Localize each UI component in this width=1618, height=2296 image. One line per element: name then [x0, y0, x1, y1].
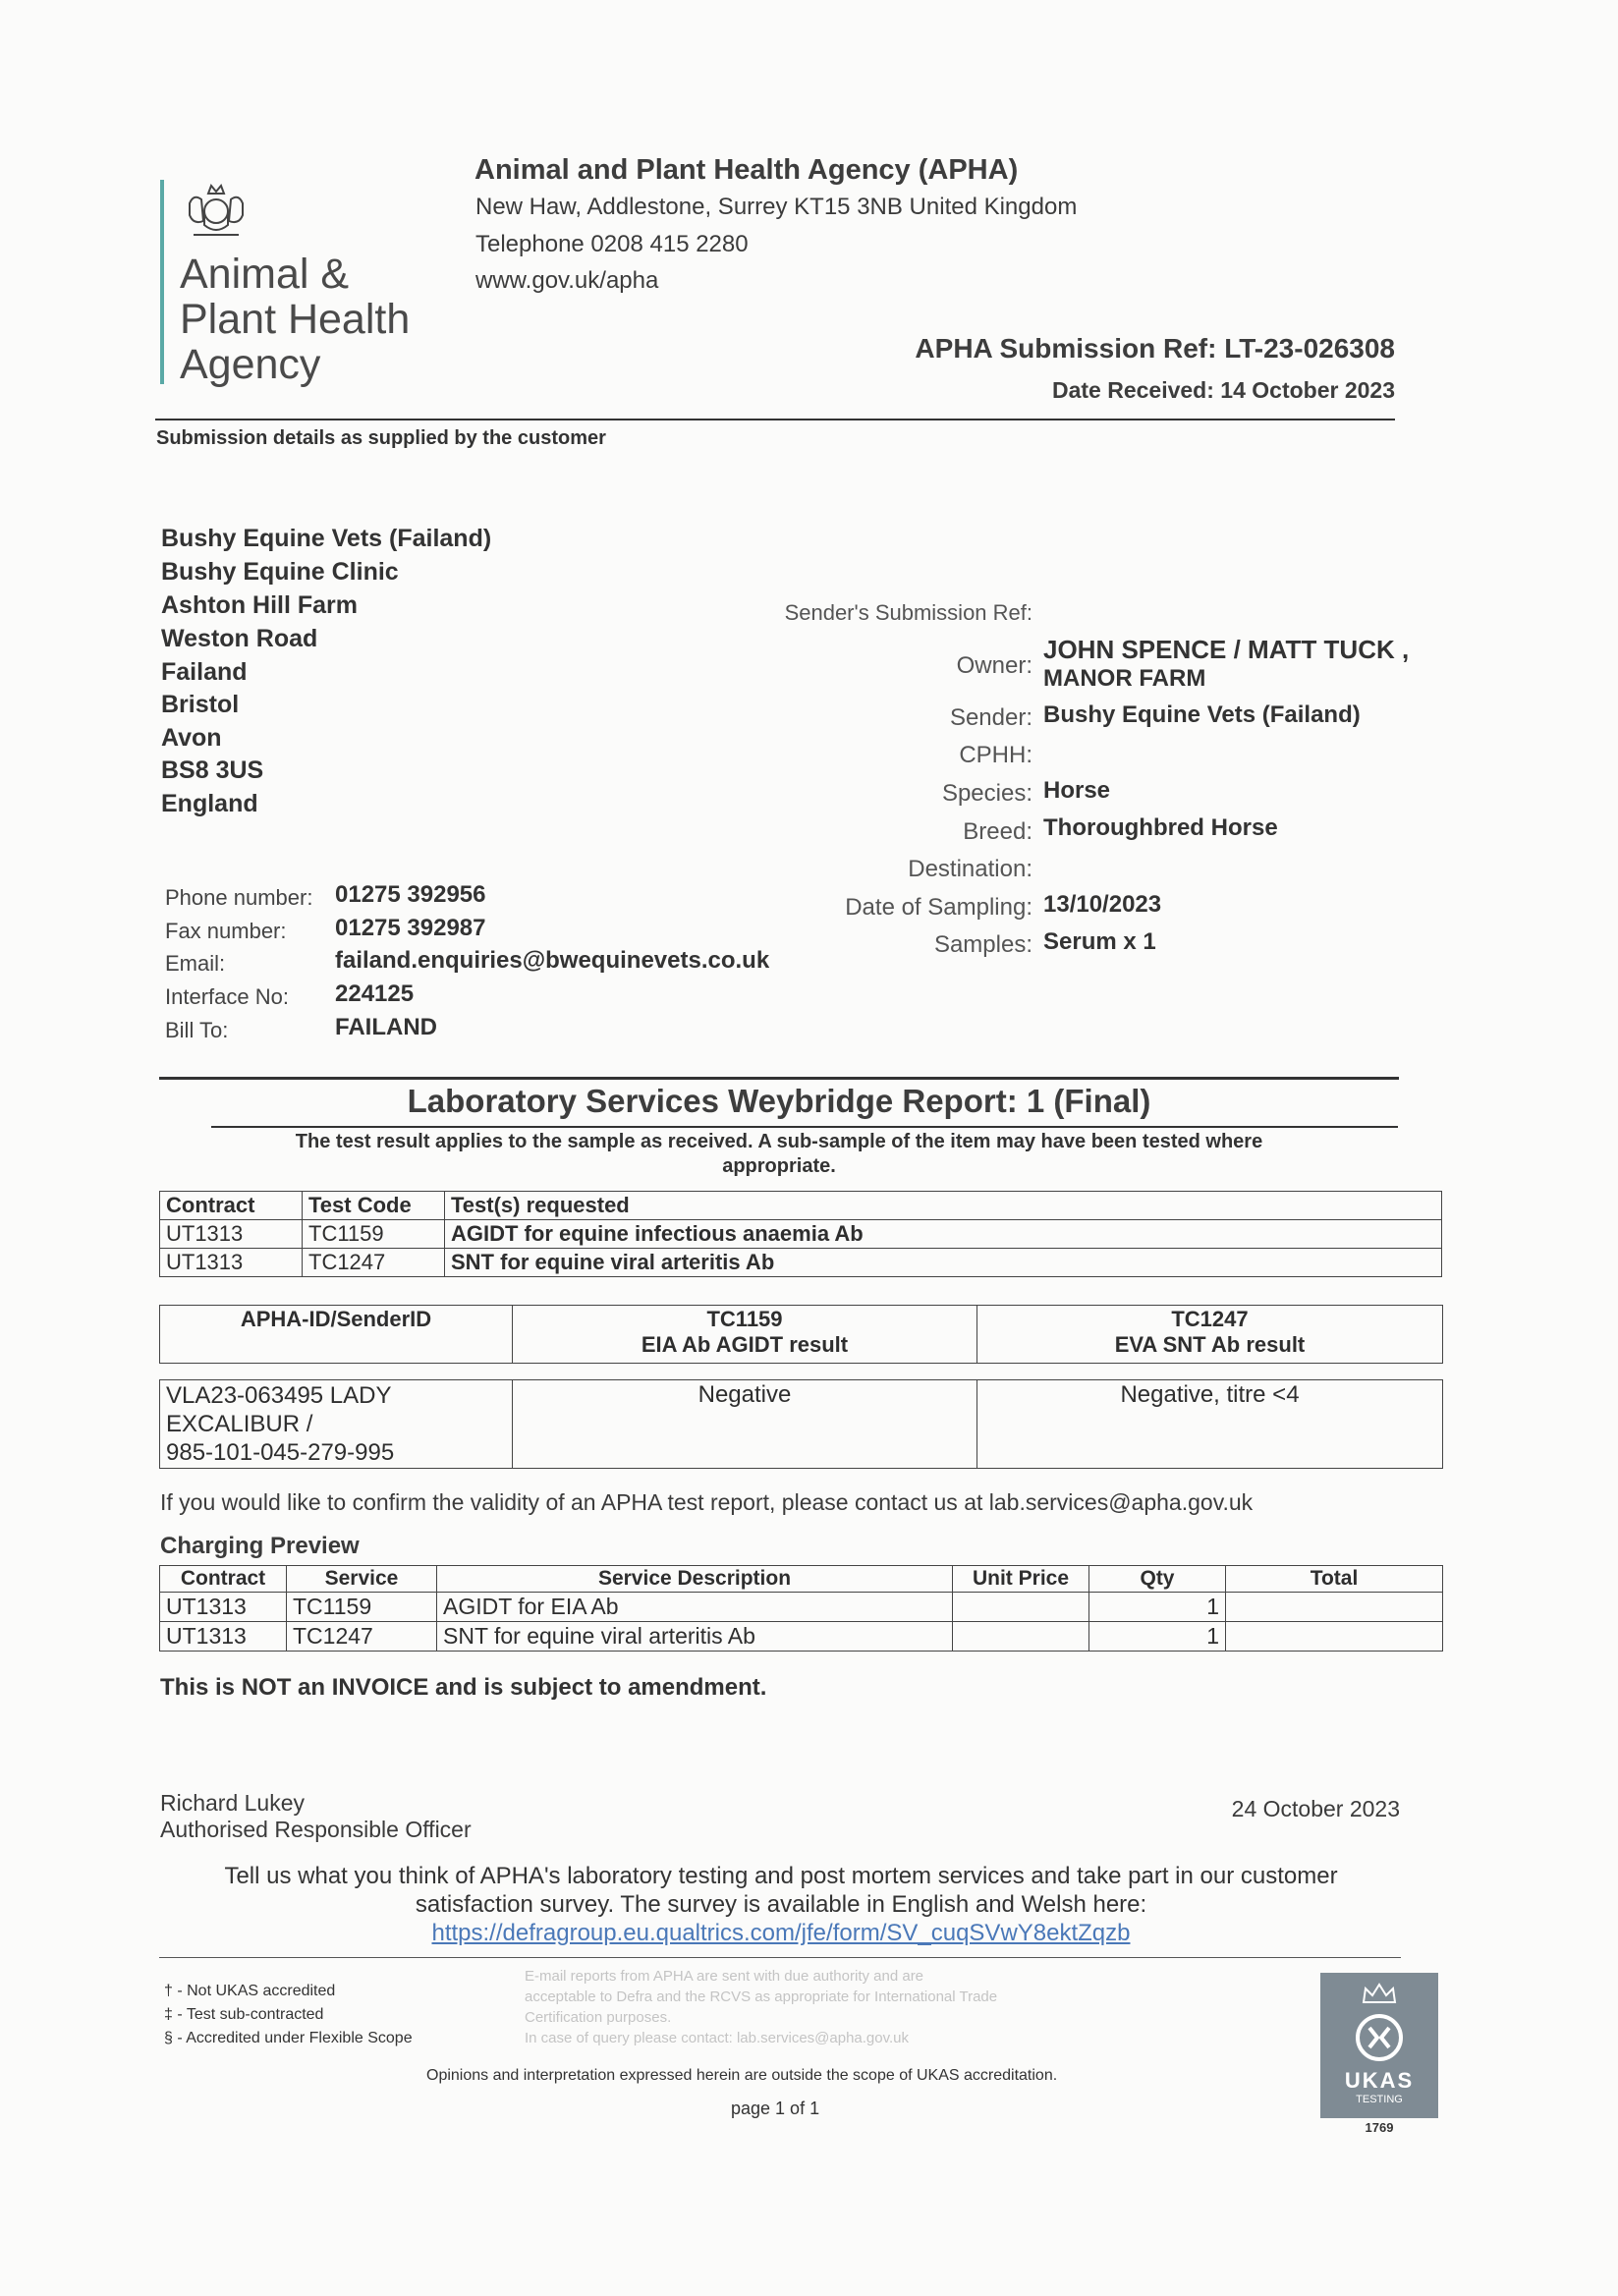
destination-label: Destination: — [908, 856, 1032, 882]
address-line: England — [161, 790, 258, 817]
column-header: Service — [287, 1566, 437, 1593]
table-row — [160, 1380, 1443, 1469]
species-value: Horse — [1043, 777, 1111, 804]
results-table — [159, 1379, 1443, 1469]
tests-table — [159, 1191, 1442, 1277]
table-row — [160, 1593, 1443, 1622]
table-cell: 1 — [1089, 1622, 1226, 1652]
column-header: Contract — [160, 1566, 287, 1593]
table-header-row — [160, 1306, 1443, 1364]
column-header — [977, 1306, 1443, 1364]
table-row — [160, 1622, 1443, 1652]
submission-ref: APHA Submission Ref: LT-23-026308 — [915, 333, 1395, 364]
invoice-disclaimer: This is NOT an INVOICE and is subject to amendment. — [160, 1674, 767, 1701]
faint-notice-line: acceptable to Defra and the RCVS as appropriate for International Trade — [525, 1988, 998, 2005]
faint-notice-line: Certification purposes. — [525, 2009, 672, 2026]
email-label: Email: — [165, 951, 226, 976]
column-header — [513, 1306, 977, 1364]
sender-value: Bushy Equine Vets (Failand) — [1043, 701, 1361, 728]
column-name: EIA Ab AGIDT result — [641, 1332, 849, 1357]
table-cell: SNT for equine viral arteritis Ab — [437, 1622, 953, 1652]
table-cell: TC1247 — [303, 1249, 445, 1277]
table-cell: UT1313 — [160, 1220, 303, 1249]
faint-notice-line: In case of query please contact: lab.services@apha.gov.uk — [525, 2030, 910, 2046]
address-line: Bristol — [161, 691, 240, 718]
samples-label: Samples: — [933, 931, 1032, 958]
cphh-label: CPHH: — [959, 742, 1032, 768]
report-top-rule — [159, 1077, 1399, 1080]
fax-value: 01275 392987 — [335, 915, 486, 941]
table-row — [160, 1220, 1442, 1249]
owner-value-line2: MANOR FARM — [1043, 665, 1206, 692]
table-cell: TC1159 — [287, 1593, 437, 1622]
section-label: Submission details as supplied by the customer — [156, 427, 606, 449]
table-cell: UT1313 — [160, 1249, 303, 1277]
column-header: Test(s) requested — [445, 1192, 1442, 1220]
ukas-sub-label: TESTING — [1356, 2094, 1403, 2105]
table-cell: SNT for equine viral arteritis Ab — [445, 1249, 1442, 1277]
survey-link[interactable]: https://defragroup.eu.qualtrics.com/jfe/form/SV_cuqSVwY8ektZqzb — [431, 1920, 1131, 1946]
officer-name: Richard Lukey — [160, 1790, 306, 1816]
column-header: Contract — [160, 1192, 303, 1220]
footer-divider — [159, 1957, 1401, 1958]
validity-note: If you would like to confirm the validity of an APHA test report, please contact us at lab.services@apha.gov.uk — [160, 1489, 1254, 1515]
charging-title: Charging Preview — [160, 1533, 360, 1559]
logo-text-line2: Plant Health — [180, 296, 411, 343]
date-received: Date Received: 14 October 2023 — [1051, 377, 1395, 403]
address-line: Failand — [161, 658, 248, 686]
survey-line1: Tell us what you think of APHA's laboratory testing and post mortem services and take part in our customer — [224, 1863, 1338, 1889]
faint-notice-line: E-mail reports from APHA are sent with due authority and are — [525, 1968, 924, 1985]
email-value[interactable]: failand.enquiries@bwequinevets.co.uk — [335, 947, 770, 974]
column-header: Total — [1226, 1566, 1443, 1593]
column-header: Service Description — [437, 1566, 953, 1593]
column-header: Unit Price — [953, 1566, 1089, 1593]
address-line: BS8 3US — [161, 756, 264, 784]
ukas-tick-icon — [1320, 2011, 1438, 2069]
sender-label: Sender: — [949, 704, 1032, 731]
address-line: Bushy Equine Vets (Failand) — [161, 525, 492, 552]
table-cell — [953, 1622, 1089, 1652]
footnote-key: † - Not UKAS accredited — [164, 1983, 336, 1999]
report-title: Laboratory Services Weybridge Report: 1 (Final) — [407, 1083, 1151, 1119]
survey-line2: satisfaction survey. The survey is available in English and Welsh here: — [415, 1891, 1147, 1918]
charging-table — [159, 1565, 1443, 1652]
column-name: EVA SNT Ab result — [1114, 1332, 1306, 1357]
footnote-key: § - Accredited under Flexible Scope — [164, 2030, 413, 2046]
royal-crest-icon — [180, 182, 252, 248]
eia-result-cell: Negative — [513, 1380, 977, 1469]
report-bottom-rule — [211, 1126, 1398, 1128]
animal-id-line: EXCALIBUR / — [166, 1411, 313, 1437]
agency-address: New Haw, Addlestone, Surrey KT15 3NB United Kingdom — [475, 194, 1078, 220]
interface-label: Interface No: — [165, 984, 289, 1009]
bill-to-label: Bill To: — [165, 1018, 229, 1042]
officer-role: Authorised Responsible Officer — [160, 1817, 472, 1842]
species-label: Species: — [941, 780, 1032, 807]
breed-value: Thoroughbred Horse — [1043, 814, 1278, 841]
table-cell: TC1159 — [303, 1220, 445, 1249]
interface-value: 224125 — [335, 980, 415, 1007]
agency-name: Animal and Plant Health Agency (APHA) — [474, 154, 1019, 186]
agency-website[interactable]: www.gov.uk/apha — [475, 267, 659, 294]
ukas-label: UKAS — [1344, 2068, 1415, 2093]
phone-value: 01275 392956 — [335, 881, 486, 908]
table-header-row — [160, 1566, 1443, 1593]
report-note-line1: The test result applies to the sample as received. A sub-sample of the item may have been tested where — [295, 1131, 1263, 1152]
sampling-date-value: 13/10/2023 — [1043, 891, 1162, 918]
table-cell: 1 — [1089, 1593, 1226, 1622]
animal-id-line: 985-101-045-279-995 — [166, 1439, 395, 1466]
ukas-scope-note: Opinions and interpretation expressed herein are outside the scope of UKAS accreditation. — [426, 2067, 1058, 2084]
phone-label: Phone number: — [165, 885, 313, 910]
column-header: Test Code — [303, 1192, 445, 1220]
report-note-line2: appropriate. — [722, 1155, 836, 1177]
results-header-table — [159, 1305, 1443, 1364]
breed-label: Breed: — [963, 818, 1032, 845]
column-header: APHA-ID/SenderID — [160, 1306, 513, 1364]
senders-ref-label: Sender's Submission Ref: — [784, 600, 1032, 625]
footnote-key: ‡ - Test sub-contracted — [164, 2006, 324, 2023]
header-divider — [155, 419, 1395, 420]
column-header: Qty — [1089, 1566, 1226, 1593]
samples-value: Serum x 1 — [1043, 928, 1156, 955]
ukas-number: 1769 — [1365, 2120, 1394, 2135]
table-cell — [953, 1593, 1089, 1622]
page-number: page 1 of 1 — [731, 2099, 820, 2118]
table-cell: TC1247 — [287, 1622, 437, 1652]
column-code: TC1159 — [706, 1307, 783, 1331]
table-header-row — [160, 1192, 1442, 1220]
table-cell: UT1313 — [160, 1593, 287, 1622]
table-row — [160, 1249, 1442, 1277]
table-cell — [1226, 1593, 1443, 1622]
agency-telephone: Telephone 0208 415 2280 — [475, 231, 749, 257]
table-cell: AGIDT for equine infectious anaemia Ab — [445, 1220, 1442, 1249]
report-date: 24 October 2023 — [1231, 1796, 1400, 1821]
address-line: Bushy Equine Clinic — [161, 558, 399, 586]
table-cell: UT1313 — [160, 1622, 287, 1652]
logo-accent-bar — [160, 180, 164, 384]
fax-label: Fax number: — [165, 919, 287, 943]
column-code: TC1247 — [1171, 1307, 1249, 1331]
ukas-badge — [1320, 1973, 1438, 2118]
sampling-date-label: Date of Sampling: — [845, 894, 1032, 921]
bill-to-value: FAILAND — [335, 1014, 437, 1040]
animal-id-line: VLA23-063495 LADY — [166, 1382, 392, 1409]
address-line: Ashton Hill Farm — [161, 591, 359, 619]
table-cell: AGIDT for EIA Ab — [437, 1593, 953, 1622]
address-line: Weston Road — [161, 625, 318, 652]
logo-text-line3: Agency — [180, 341, 321, 388]
animal-id-cell — [160, 1380, 513, 1469]
eva-result-cell: Negative, titre <4 — [977, 1380, 1443, 1469]
logo-text-line1: Animal & — [180, 251, 350, 298]
table-cell — [1226, 1622, 1443, 1652]
owner-label: Owner: — [956, 652, 1032, 679]
address-line: Avon — [161, 724, 222, 752]
owner-value-line1: JOHN SPENCE / MATT TUCK , — [1043, 635, 1410, 664]
crown-icon — [1320, 1981, 1438, 2011]
